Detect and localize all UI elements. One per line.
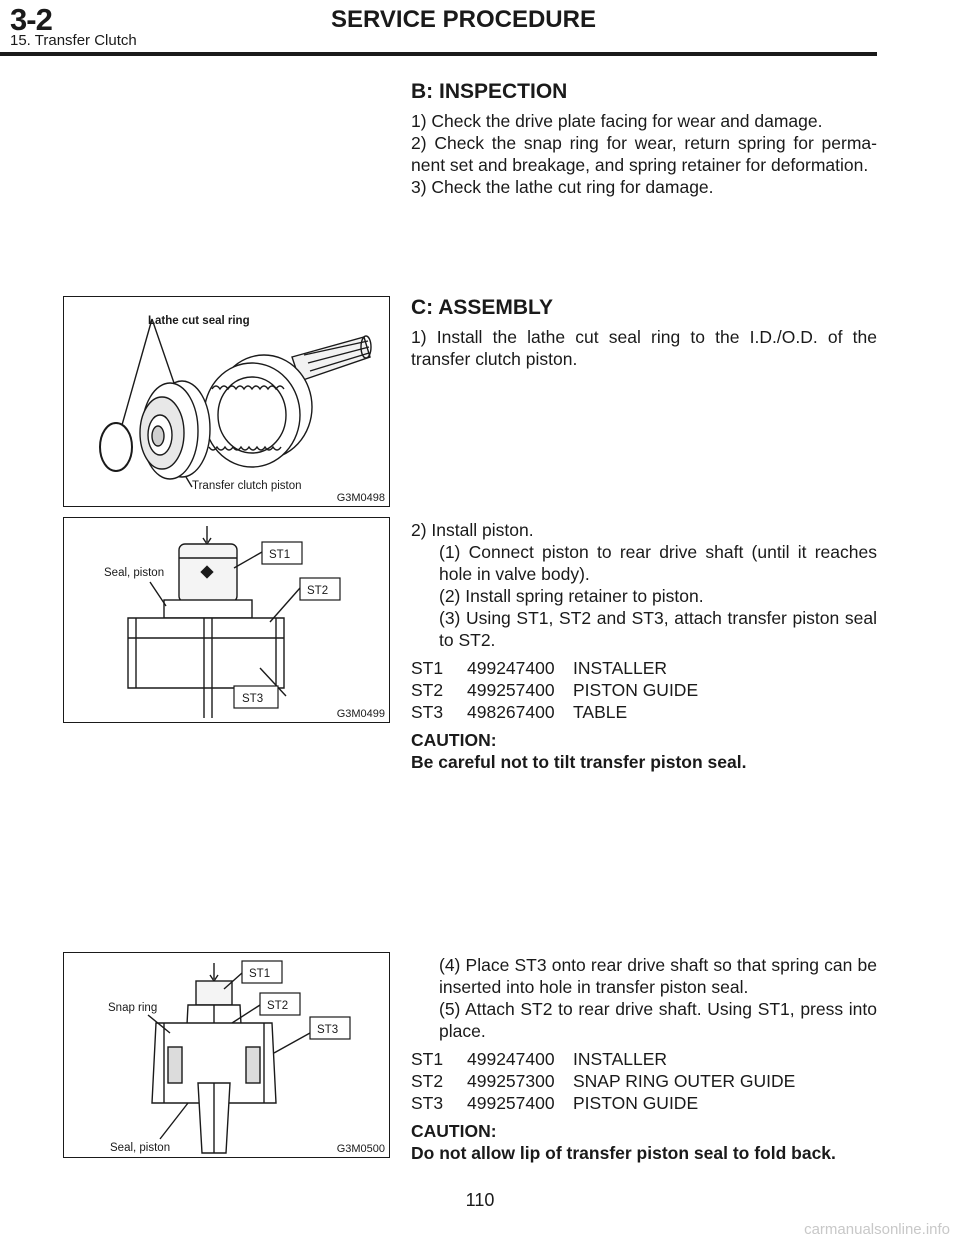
assembly-step-1: 1) Install the lathe cut seal ring to the I.D./O.D. of the transfer clutch piston. bbox=[411, 327, 877, 369]
caution-text: Do not allow lip of transfer piston seal to fold back. bbox=[411, 1143, 836, 1163]
figure-lathe-cut-seal-ring bbox=[63, 296, 390, 507]
figure-3-st2: ST2 bbox=[267, 1000, 289, 1012]
tool-name: PISTON GUIDE bbox=[573, 1093, 699, 1113]
figure-3-label-snap: Snap ring bbox=[108, 1002, 158, 1014]
caution-b bbox=[411, 1120, 877, 1164]
inspection-item: 3) Check the lathe cut ring for damage. bbox=[411, 177, 714, 197]
figure-2-st3: ST3 bbox=[242, 693, 264, 705]
caution-label: CAUTION: bbox=[411, 730, 497, 750]
figure-1-label-bottom: Transfer clutch piston bbox=[192, 480, 302, 492]
section-number: 3-2 bbox=[10, 2, 52, 37]
inspection-list bbox=[411, 110, 877, 198]
tool-row bbox=[411, 1070, 877, 1092]
tool-name: INSTALLER bbox=[573, 1049, 668, 1069]
tool-name: PISTON GUIDE bbox=[573, 680, 699, 700]
figure-code: G3M0498 bbox=[336, 492, 385, 504]
figure-3-label-seal: Seal, piston bbox=[110, 1142, 171, 1154]
tool-name: SNAP RING OUTER GUIDE bbox=[573, 1071, 796, 1091]
subsection-title: 15. Transfer Clutch bbox=[10, 32, 137, 49]
substep: (2) Install spring retainer to piston. bbox=[439, 586, 704, 606]
tool-name: INSTALLER bbox=[573, 658, 668, 678]
figure-code: G3M0500 bbox=[336, 1143, 385, 1155]
assembly-heading: C: ASSEMBLY bbox=[411, 296, 553, 319]
tool-id: ST2 bbox=[411, 1071, 444, 1091]
substep: (5) Attach ST2 to rear drive shaft. Using ST1, press into place. bbox=[439, 999, 877, 1041]
tool-list-b bbox=[411, 1048, 877, 1114]
figure-2-st1: ST1 bbox=[269, 549, 291, 561]
tool-row bbox=[411, 701, 877, 723]
figure-2-illustration bbox=[64, 518, 389, 722]
inspection-item: 1) Check the drive plate facing for wear and damage. bbox=[411, 111, 823, 131]
tool-row bbox=[411, 657, 877, 679]
tool-part-number: 499257400 bbox=[467, 680, 555, 700]
tool-part-number: 499247400 bbox=[467, 1049, 555, 1069]
tool-row bbox=[411, 1092, 877, 1114]
figure-2-label-seal: Seal, piston bbox=[104, 567, 165, 579]
inspection-item: 2) Check the snap ring for wear, return spring for perma-nent set and breakage, and spring retainer for deformation. bbox=[411, 133, 877, 175]
substep: (1) Connect piston to rear drive shaft (until it reaches hole in valve body). bbox=[439, 542, 877, 584]
caution-text: Be careful not to tilt transfer piston seal. bbox=[411, 752, 747, 772]
tool-part-number: 499257300 bbox=[467, 1071, 555, 1091]
figure-2-st2: ST2 bbox=[307, 585, 329, 597]
tool-id: ST3 bbox=[411, 1093, 444, 1113]
assembly-step-2-block bbox=[411, 519, 877, 773]
figure-1-illustration bbox=[64, 297, 389, 506]
substep: (3) Using ST1, ST2 and ST3, attach transfer piston seal to ST2. bbox=[439, 608, 877, 650]
caution-label: CAUTION: bbox=[411, 1121, 497, 1141]
inspection-heading: B: INSPECTION bbox=[411, 80, 568, 103]
figure-snap-ring bbox=[63, 952, 390, 1158]
tool-id: ST2 bbox=[411, 680, 444, 700]
caution-a bbox=[411, 729, 877, 773]
figure-3-st1: ST1 bbox=[249, 968, 271, 980]
tool-list-a bbox=[411, 657, 877, 723]
substeps-a bbox=[439, 541, 877, 651]
page-number: 110 bbox=[465, 1190, 495, 1210]
tool-row bbox=[411, 679, 877, 701]
tool-part-number: 499257400 bbox=[467, 1093, 555, 1113]
tool-id: ST1 bbox=[411, 1049, 444, 1069]
tool-row bbox=[411, 1048, 877, 1070]
figure-3-st3: ST3 bbox=[317, 1024, 339, 1036]
assembly-steps-b-block bbox=[411, 954, 877, 1164]
watermark: carmanualsonline.info bbox=[804, 1221, 950, 1238]
tool-name: TABLE bbox=[573, 702, 628, 722]
figure-1-label-top: Lathe cut seal ring bbox=[148, 315, 250, 327]
assembly-step-1-block bbox=[411, 326, 877, 370]
substep: (4) Place ST3 onto rear drive shaft so that spring can be inserted into hole in transfer piston seal. bbox=[439, 955, 877, 997]
substeps-b bbox=[439, 954, 877, 1042]
header-rule bbox=[0, 52, 877, 56]
tool-part-number: 498267400 bbox=[467, 702, 555, 722]
figure-piston-install bbox=[63, 517, 390, 723]
tool-id: ST3 bbox=[411, 702, 444, 722]
assembly-step-2: 2) Install piston. bbox=[411, 520, 534, 540]
figure-code: G3M0499 bbox=[336, 708, 385, 720]
page-title: SERVICE PROCEDURE bbox=[331, 6, 596, 33]
figure-3-illustration bbox=[64, 953, 389, 1157]
tool-part-number: 499247400 bbox=[467, 658, 555, 678]
tool-id: ST1 bbox=[411, 658, 444, 678]
